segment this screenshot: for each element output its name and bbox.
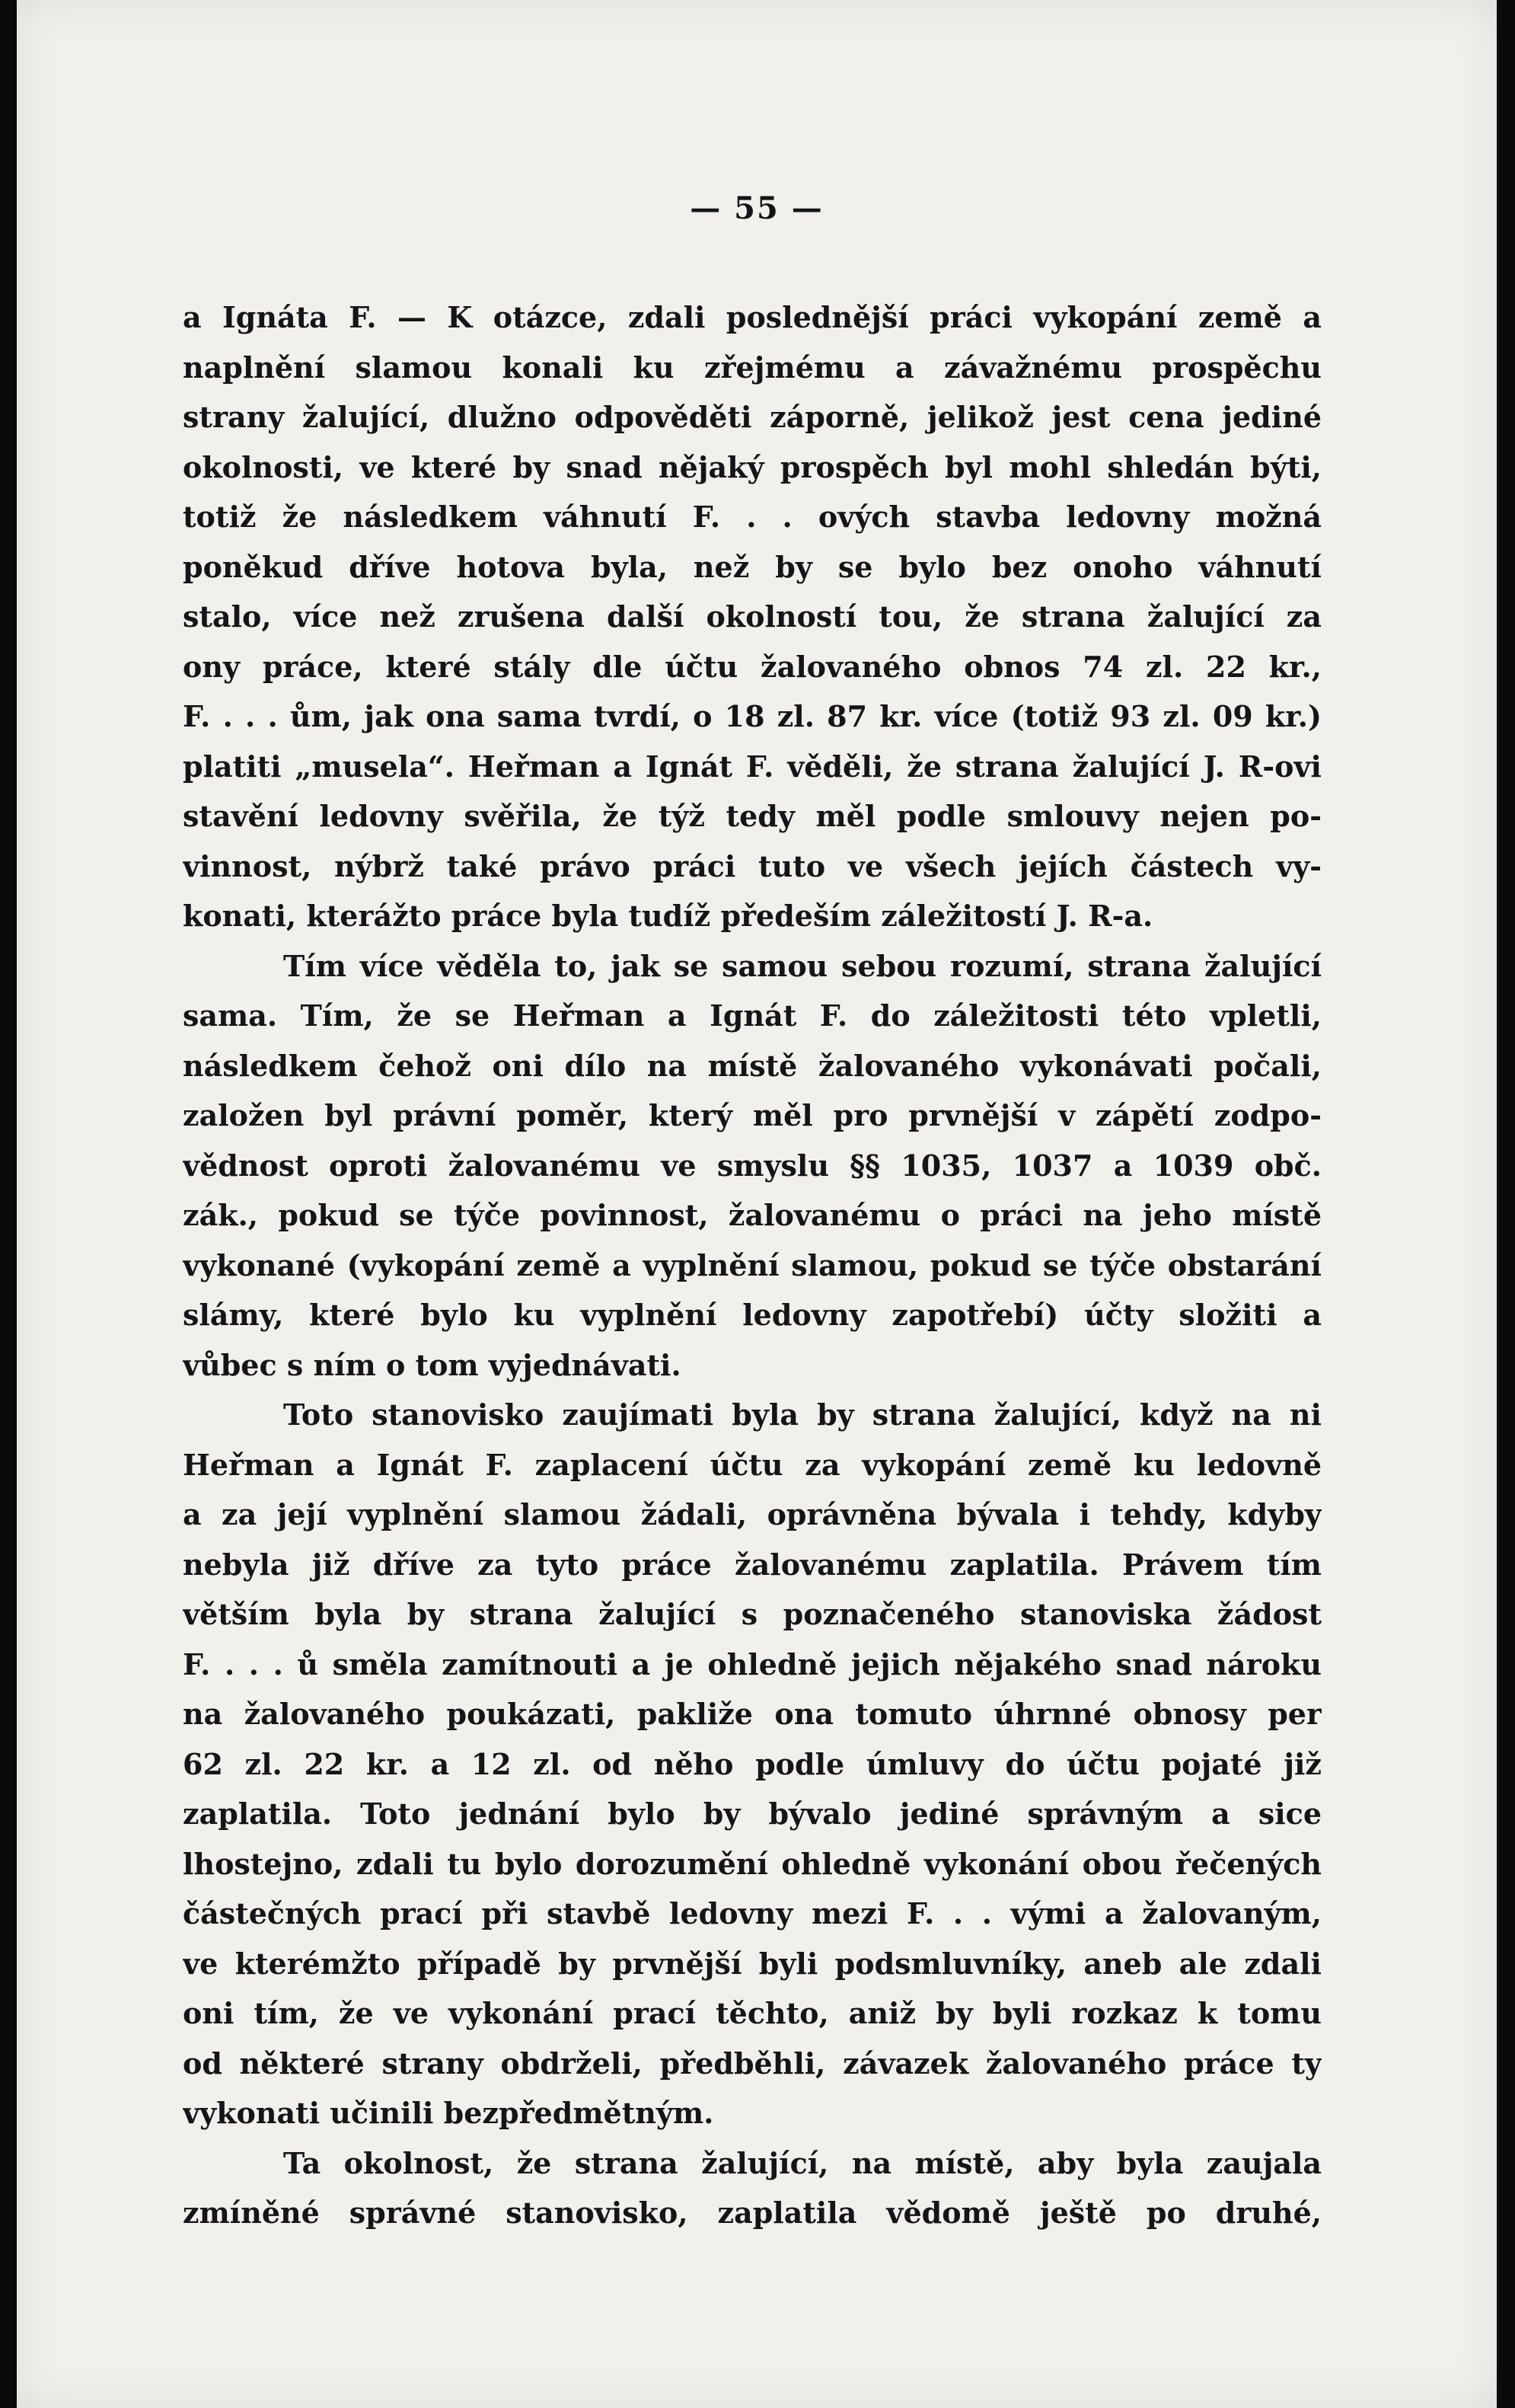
text-line: sama. Tím, že se Heřman a Ignát F. do záležitosti této vpletli, (183, 998, 1322, 1033)
text-line: okolnosti, ve které by snad nějaký prospěch byl mohl shledán býti, (183, 449, 1322, 484)
text-line: vykonati učinili bezpředmětným. (183, 2096, 714, 2130)
text-line: Heřman a Ignát F. zaplacení účtu za vykopání země ku ledovně (183, 1447, 1322, 1482)
text-line: zák., pokud se týče povinnost, žalovanému o práci na jeho místě (183, 1198, 1322, 1232)
text-line: vědnost oproti žalovanému ve smyslu §§ 1035, 1037 a 1039 obč. (183, 1148, 1322, 1183)
text-line: nebyla již dříve za tyto práce žalovanému zaplatila. Právem tím (183, 1547, 1322, 1582)
text-line: stalo, více než zrušena další okolností tou, že strana žalující za (183, 599, 1322, 634)
text-line: 62 zl. 22 kr. a 12 zl. od něho podle úmluvy do účtu pojaté již (183, 1746, 1322, 1781)
text-line: naplnění slamou konali ku zřejmému a závažnému prospěchu (183, 350, 1322, 385)
text-line: platiti „musela“. Heřman a Ignát F. věděli, že strana žalující J. R-ovi (183, 749, 1322, 784)
text-line: F. . . . ů směla zamítnouti a je ohledně jejich nějakého snad nároku (183, 1646, 1322, 1681)
text-line: lhostejno, zdali tu bylo dorozumění ohledně vykonání obou řečených (183, 1846, 1322, 1881)
text-line: Toto stanovisko zaujímati byla by strana žalující, když na ni (283, 1397, 1322, 1432)
text-line: F. . . . ům, jak ona sama tvrdí, o 18 zl. 87 kr. více (totiž 93 zl. 09 kr.) (183, 699, 1322, 733)
text-line: Tím více věděla to, jak se samou sebou rozumí, strana žalující (283, 948, 1322, 983)
text-line: oni tím, že ve vykonání prací těchto, aniž by byli rozkaz k tomu (183, 1996, 1322, 2030)
text-line: větším byla by strana žalující s poznačeného stanoviska žádost (183, 1597, 1322, 1631)
text-line: ony práce, které stály dle účtu žalovaného obnos 74 zl. 22 kr., (183, 649, 1322, 684)
text-line: zaplatila. Toto jednání bylo by bývalo jediné správným a sice (183, 1796, 1322, 1831)
text-line: vůbec s ním o tom vyjednávati. (183, 1347, 681, 1382)
text-line: a za její vyplnění slamou žádali, oprávněna bývala i tehdy, kdyby (183, 1497, 1322, 1531)
text-line: částečných prací při stavbě ledovny mezi F. . . vými a žalovaným, (183, 1896, 1322, 1931)
page-number: — 55 — (690, 190, 824, 226)
text-line: Ta okolnost, že strana žalující, na místě, aby byla zaujala (283, 2145, 1322, 2180)
text-line: stavění ledovny svěřila, že týž tedy měl podle smlouvy nejen po- (183, 799, 1322, 833)
text-line: totiž že následkem váhnutí F. . . ových stavba ledovny možná (183, 500, 1322, 534)
text-line: slámy, které bylo ku vyplnění ledovny zapotřebí) účty složiti a (183, 1298, 1322, 1332)
text-line: zmíněné správné stanovisko, zaplatila vědomě ještě po druhé, (183, 2196, 1322, 2230)
text-line: poněkud dříve hotova byla, než by se bylo bez onoho váhnutí (183, 549, 1322, 584)
text-line: vykonané (vykopání země a vyplnění slamou, pokud se týče obstarání (183, 1247, 1322, 1282)
text-line: od některé strany obdrželi, předběhli, závazek žalovaného práce ty (183, 2046, 1322, 2081)
text-line: a Ignáta F. — K otázce, zdali poslednější práci vykopání země a (183, 300, 1322, 334)
text-line: následkem čehož oni dílo na místě žalovaného vykonávati počali, (183, 1048, 1322, 1083)
text-line: založen byl právní poměr, který měl pro prvnější v zápětí zodpo- (183, 1098, 1322, 1132)
text-line: konati, kterážto práce byla tudíž předeším záležitostí J. R-a. (183, 899, 1153, 933)
body-text (183, 292, 1322, 2238)
text-line: ve kterémžto případě by prvnější byli podsmluvníky, aneb ale zdali (183, 1946, 1322, 1981)
text-line: na žalovaného poukázati, pakliže ona tomuto úhrnné obnosy per (183, 1697, 1322, 1731)
text-line: strany žalující, dlužno odpověděti záporně, jelikož jest cena jediné (183, 400, 1322, 434)
text-line: vinnost, nýbrž také právo práci tuto ve všech jejích částech vy- (183, 848, 1322, 883)
book-page (17, 0, 1497, 2408)
